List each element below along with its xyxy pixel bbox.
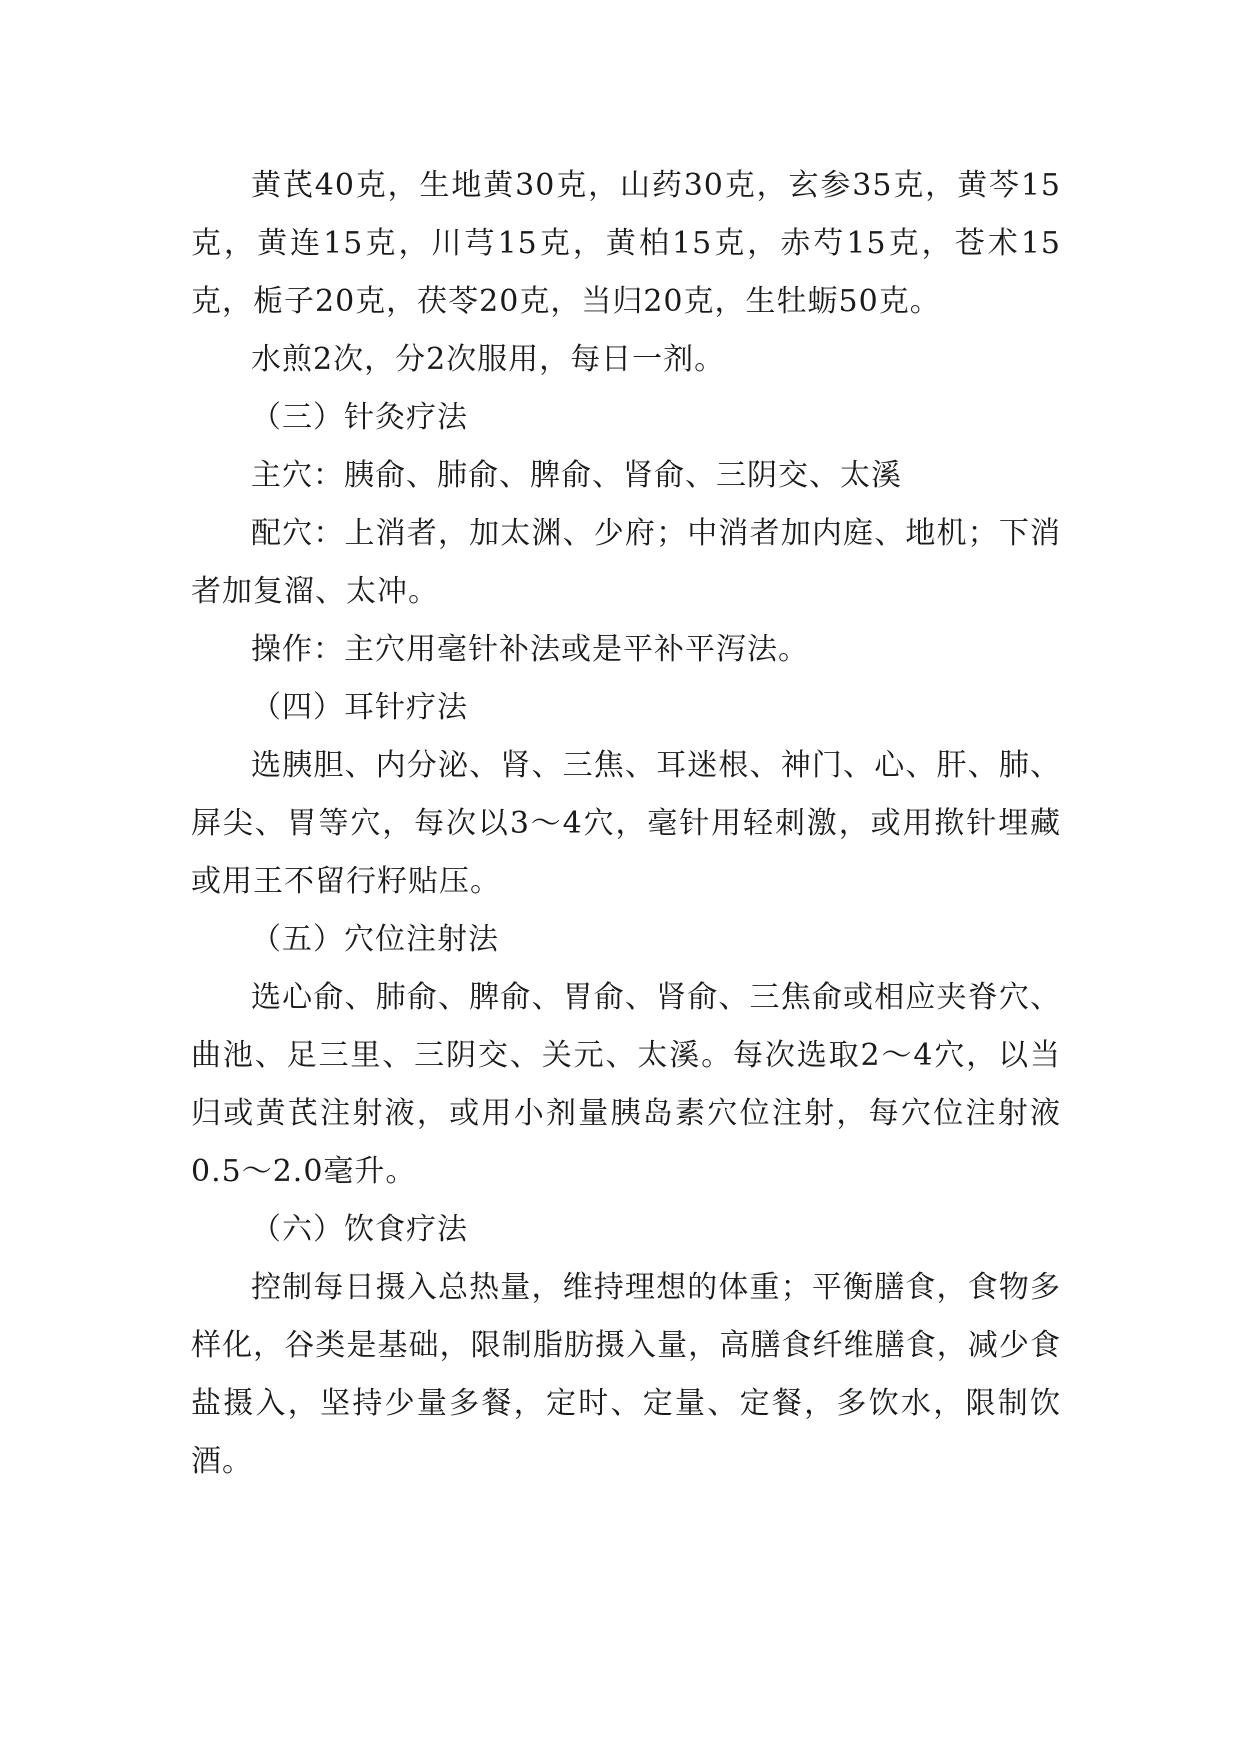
section-heading-diet-therapy: （六）饮食疗法 [251,1212,468,1247]
section-heading-acupuncture: （三）针灸疗法 [251,400,468,435]
diet-therapy-paragraph: 控制每日摄入总热量，维持理想的体重；平衡膳食，食物多样化，谷类是基础，限制脂肪摄入量，高膳食纤维膳食，减少食盐摄入，坚持少量多餐，定时、定量、定餐，多饮水，限制饮酒。 [191,1270,1061,1479]
point-injection-paragraph: 选心俞、肺俞、脾俞、胃俞、肾俞、三焦俞或相应夹脊穴、曲池、足三里、三阴交、关元、太溪。每次选取2～4穴，以当归或黄芪注射液，或用小剂量胰岛素穴位注射，每穴位注射液0.5～2.0毫升。 [191,980,1061,1189]
herbal-formula-paragraph: 黄芪40克，生地黄30克，山药30克，玄参35克，黄芩15克，黄连15克，川芎15克，黄柏15克，赤芍15克，苍术15克，栀子20克，茯苓20克，当归20克，生牡蛎50克。 [191,168,1061,319]
section-heading-point-injection: （五）穴位注射法 [251,922,499,957]
operation-paragraph: 操作：主穴用毫针补法或是平补平泻法。 [251,632,809,667]
ear-acupuncture-paragraph: 选胰胆、内分泌、肾、三焦、耳迷根、神门、心、肝、肺、屏尖、胃等穴，每次以3～4穴，毫针用轻刺激，或用揿针埋藏或用王不留行籽贴压。 [191,748,1061,899]
auxiliary-points-paragraph: 配穴：上消者，加太渊、少府；中消者加内庭、地机；下消者加复溜、太冲。 [191,516,1061,609]
decoction-instruction: 水煎2次，分2次服用，每日一剂。 [251,342,726,377]
document-page [191,157,1061,1491]
section-heading-ear-acupuncture: （四）耳针疗法 [251,690,468,725]
main-points-paragraph: 主穴：胰俞、肺俞、脾俞、肾俞、三阴交、太溪 [251,458,902,493]
